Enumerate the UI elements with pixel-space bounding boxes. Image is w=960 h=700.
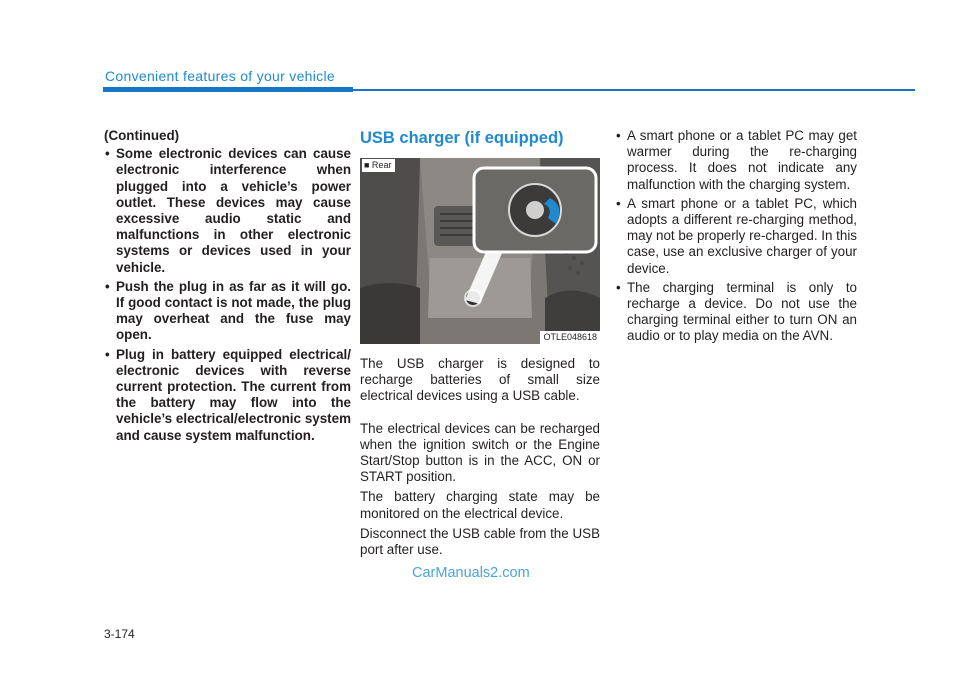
note-item: • A smart phone or a tablet PC may get warmer during the re-charging process. It does not indicate any malfunction with the charging system. bbox=[616, 128, 857, 192]
paragraph: The USB charger is designed to recharge batteries of small size electrical devices using a USB cable. bbox=[360, 356, 600, 404]
paragraph: The electrical devices can be recharged when the ignition switch or the Engine Start/Stop button is in the ACC, ON or START position. bbox=[360, 420, 600, 485]
bullet-icon: • bbox=[616, 279, 621, 295]
note-item: • A smart phone or a tablet PC, which adopts a different re-charging method, may not be properly re-charged. In this case, use an exclusive charger of your device. bbox=[616, 195, 857, 276]
figure-label-rear: ■ Rear bbox=[362, 159, 395, 172]
header-rule-thick bbox=[103, 87, 353, 92]
caution-item: • Some electronic devices can cause electronic interference when plugged into a vehicle’s power outlet. These devices may cause excessive audio static and malfunctions in other electronic systems or devices used in your vehicle. bbox=[105, 146, 351, 275]
bullet-icon: • bbox=[105, 278, 110, 294]
usb-charger-figure bbox=[360, 158, 600, 344]
bullet-icon: • bbox=[616, 195, 621, 211]
column-notes bbox=[615, 128, 857, 348]
watermark-link[interactable]: CarManuals2.com bbox=[412, 565, 530, 581]
notes-list bbox=[615, 128, 857, 345]
bullet-icon: • bbox=[616, 128, 621, 143]
section-header-title: Convenient features of your vehicle bbox=[105, 68, 335, 84]
caution-item: • Plug in battery equipped electrical/ electronic devices with reverse current protection. The current from the battery may flow into the vehicle’s electrical/electronic system and cause system malfunction. bbox=[105, 346, 351, 443]
paragraph: Disconnect the USB cable from the USB port after use. bbox=[360, 525, 600, 558]
bullet-icon: • bbox=[105, 146, 110, 162]
caution-item: • Push the plug in as far as it will go. If good contact is not made, the plug may overheat and the fuse may open. bbox=[105, 278, 351, 343]
column-usb-charger bbox=[360, 128, 600, 572]
note-item: • The charging terminal is only to recharge a device. Do not use the charging terminal either to turn ON an audio or to play media on the AVN. bbox=[616, 279, 857, 344]
paragraph: The battery charging state may be monitored on the electrical device. bbox=[360, 489, 600, 521]
header-rule-thin bbox=[353, 89, 915, 91]
page-number: 3-174 bbox=[104, 627, 135, 641]
usb-charger-heading: USB charger (if equipped) bbox=[360, 129, 564, 147]
column-cautions bbox=[104, 128, 351, 447]
figure-code: OTLE048618 bbox=[540, 331, 600, 344]
rear-console-illustration bbox=[360, 158, 600, 344]
continued-label: (Continued) bbox=[104, 128, 180, 143]
caution-list bbox=[104, 146, 351, 444]
bullet-icon: • bbox=[105, 346, 110, 362]
